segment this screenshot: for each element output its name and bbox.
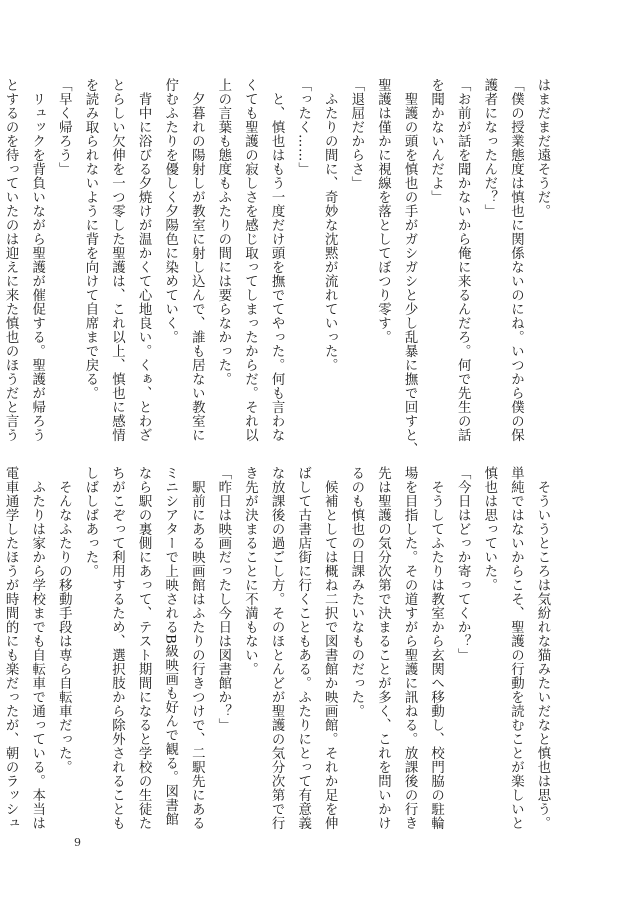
text-line: リュックを背負いながら聖護が催促する。聖護が帰ろう: [29, 78, 45, 442]
text-line: ふたりの間に、奇妙な沈黙が流れていった。: [322, 78, 338, 372]
text-line: ばして古書店街に行くこともある。ふたりにとって有意義: [295, 466, 311, 830]
text-line: 聖護は僅かに視線を落としてぼつり零す。: [375, 78, 391, 344]
text-line: 単純ではないからこそ、聖護の行動を読むことが楽しいと: [508, 466, 524, 830]
text-line: 電車通学したほうが時間的にも楽だったが、朝のラッシュ: [3, 466, 19, 830]
text-line: 夕暮れの陽射しが教室に射し込んで、誰も居ない教室に: [189, 78, 205, 442]
text-line: 「昨日は映画だったし今日は図書館か？」: [215, 466, 231, 732]
text-line: 「お前が話を聞かないから俺に来るんだろ。何で先生の話: [455, 78, 471, 442]
text-line: 「早く帰ろう」: [56, 78, 72, 176]
text-line: 駅前にある映画館はふたりの行きつけで、二駅先にある: [189, 466, 205, 830]
text-line: 候補としては概ね二択で図書館か映画館。それか足を伸: [322, 466, 338, 830]
text-line: 慎也は思っていた。: [481, 466, 497, 592]
lower-text-block: [3, 466, 555, 842]
upper-text-block: [3, 78, 555, 456]
text-line: と、慎也はもう一度だけ頭を撫でてやった。何も言わな: [269, 78, 285, 442]
text-line: 「僕の授業態度は慎也に関係ないのにね。いつから僕の保: [508, 78, 524, 442]
text-line: くても聖護の寂しさを感じ取ってしまったからだ。それ以: [242, 78, 258, 442]
text-line: とらしい欠伸を一つ零した聖護は、これ以上、慎也に感情: [109, 78, 125, 442]
text-line: を聞かないんだよ」: [428, 78, 444, 204]
text-line: 「退屈だからさ」: [348, 78, 364, 190]
text-line: 上の言葉も態度もふたりの間には要らなかった。: [215, 78, 231, 386]
text-line: き先が決まることに不満もない。: [242, 466, 258, 676]
text-line: 場を目指した。その道すがら聖護に訊ねる。放課後の行き: [402, 466, 418, 830]
text-line: 「今日はどっか寄ってくか？」: [455, 466, 471, 662]
text-line: そうしてふたりは教室から玄関へ移動し、校門脇の駐輪: [428, 466, 444, 830]
text-line: そういうところは気紛れな猫みたいだなと慎也は思う。: [535, 466, 550, 830]
text-line: なら駅の裏側にあって、テスト期間になると学校の生徒た: [136, 466, 152, 830]
text-line: 先は聖護の気分次第で決まることが多く、これを問いかけ: [375, 466, 391, 830]
text-line: ミニシアターで上映されるB級映画も好んで観る。図書館: [162, 466, 178, 827]
text-line: とするのを待っていたのは迎えに来た慎也のほうだと言う: [3, 78, 19, 442]
text-line: 佇むふたりを優しく夕陽色に染めていく。: [162, 78, 178, 344]
text-line: 背中に浴びる夕焼けが温かくて心地良い。くぁ、とわざ: [136, 78, 152, 442]
text-line: な放課後の過ごし方。そのほとんどが聖護の気分次第で行: [269, 466, 285, 830]
text-line: を読み取られないように背を向けて自席まで戻る。: [82, 78, 98, 400]
text-line: 聖護の頭を慎也の手がガシガシと少し乱暴に撫で回すと、: [402, 78, 418, 456]
text-line: ふたりは家から学校までも自転車で通っている。本当は: [29, 466, 45, 830]
text-line: 「ったく……」: [295, 78, 311, 176]
page-number: 9: [74, 836, 81, 849]
text-line: はまだまだ遠そうだ。: [535, 78, 550, 218]
text-line: るのも慎也の日課みたいなものだった。: [348, 466, 364, 718]
text-line: そんなふたりの移動手段は専ら自転車だった。: [56, 466, 72, 774]
text-line: 護者になったんだ？」: [481, 78, 497, 218]
text-line: しばしばあった。: [82, 466, 98, 578]
text-line: ちがこぞって利用するため、選択肢から除外されることも: [109, 466, 125, 830]
